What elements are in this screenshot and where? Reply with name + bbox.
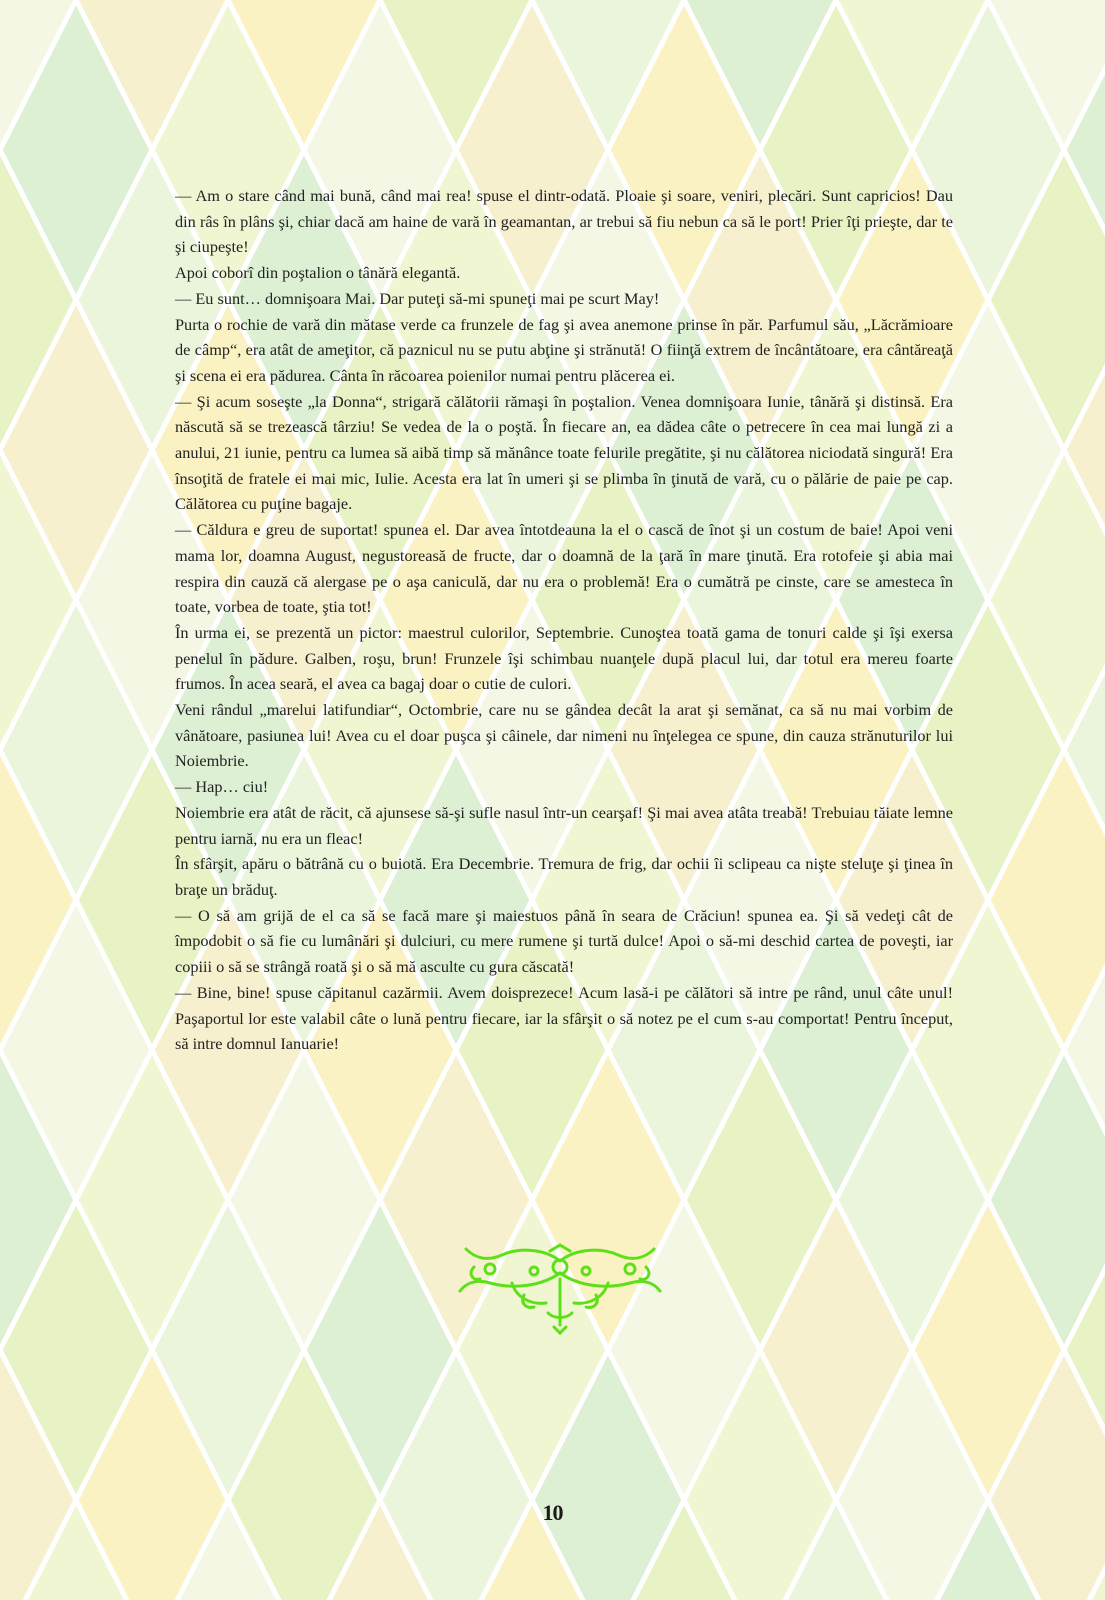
paragraph: — Am o stare când mai bună, când mai rea! spuse el dintr-odată. Ploaie şi soare, veniri, plecări. Sunt capricios! Dau din râs în plâns şi, chiar dacă am haine de vară în geamantan, ar trebui să fiu nebun ca să le port! Prier îţi prieşte, dar te şi ciupeşte! [175,186,953,257]
paragraph: — Hap… ciu! [175,777,269,797]
paragraph: — O să am grijă de el ca să se facă mare şi maiestuos până în seara de Crăciun! spunea ea. Şi să vedeţi cât de împodobit o să fie cu lumânări şi dulciuri, cu mere rumene şi turtă dulce! Apoi o să-mi deschid cartea de poveşti, iar copiii o să se strângă roată şi o să mă asculte cu gura căscată! [175,905,953,977]
story-text [175,183,953,1057]
paragraph: — Eu sunt… domnişoara Mai. Dar puteţi să-mi spuneţi mai pe scurt May! [175,288,660,308]
paragraph: În urma ei, se prezentă un pictor: maestrul culorilor, Septembrie. Cunoştea toată gama de tonuri calde şi îşi exersa penelul în pădure. Galben, roşu, brun! Frunzele îşi schimbau nuanţele după placul lui, dar totul era mereu foarte frumos. În acea seară, el avea ca bagaj doar o cutie de culori. [175,622,953,694]
paragraph: — Bine, bine! spuse căpitanul cazărmii. Avem doisprezece! Acum lasă-i pe călători să intre pe rând, unul câte unul! Paşaportul lor este valabil câte o lună pentru fiecare, iar la sfârşit o să notez pe el cum s-au comportat! Pentru început, să intre domnul Ianuarie! [175,982,953,1054]
floral-ornament-icon [450,1243,670,1335]
page-number: 10 [542,1500,563,1525]
paragraph: În sfârşit, apăru o bătrână cu o buiotă. Era Decembrie. Tremura de frig, dar ochii îi sclipeau ca nişte steluţe şi ţinea în braţe un brăduţ. [175,854,953,899]
paragraph: — Căldura e greu de suportat! spunea el. Dar avea întotdeauna la el o cască de înot şi un costum de baie! Apoi veni mama lor, doamna August, negustoreasă de fructe, dar o doamnă de la ţară în mare ţinută. Era rotofeie şi abia mai respira din cauză că alergase pe o aşa caniculă, dar nu era o problemă! Era o cumătră pe cinste, care se amesteca în toate, vorbea de toate, ştia tot! [175,520,953,617]
paragraph: Noiembrie era atât de răcit, că ajunsese să-şi sufle nasul într-un cearşaf! Şi mai avea atâta treabă! Trebuiau tăiate lemne pentru iarnă, nu era un fleac! [175,802,953,848]
paragraph: Purta o rochie de vară din mătase verde ca frunzele de fag şi avea anemone prinse în păr. Parfumul său, „Lăcrămioare de câmp“, era atât de ameţitor, că paznicul nu se putu abţine şi strănută! O fiinţă extrem de încântătoare, era cântăreaţă şi scena ei era pădurea. Cânta în răcoarea poienilor numai pentru plăcerea ei. [175,314,953,385]
paragraph: Veni rândul „marelui latifundiar“, Octombrie, care nu se gândea decât la arat şi semănat, ca să nu mai vorbim de vânătoare, pasiunea lui! Avea cu el doar puşca şi câinele, dar nimeni nu înţelegea ce spune, din cauza strănuturilor lui Noiembrie. [175,700,953,771]
paragraph: — Şi acum soseşte „la Donna“, strigară călătorii rămaşi în poştalion. Venea domnişoara Iunie, tânără şi distinsă. Era născută să se trezească târziu! Se vedea de la o poştă. În fiecare an, ea dădea câte o petrecere în cea mai lungă zi a anului, 21 iunie, pentru ca lumea să aibă timp să mănânce toate felurile pregătite, şi nu călătorea niciodată singură! Era însoţită de fratele ei mai mic, Iulie. Acesta era lat în umeri şi se plimba în ţinută de vară, cu o pălărie de paie pe cap. Călătorea cu puţine bagaje. [175,391,953,514]
paragraph: Apoi coborî din poştalion o tânără elegantă. [175,263,461,283]
